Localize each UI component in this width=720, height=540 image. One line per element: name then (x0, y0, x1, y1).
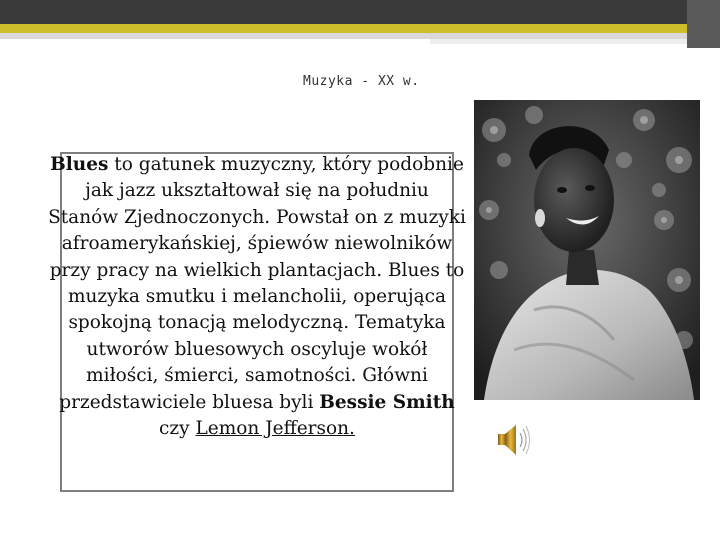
lemon-jefferson-link[interactable]: Lemon Jefferson. (195, 418, 355, 440)
header-bar-dark (0, 0, 720, 24)
header-bar-light (430, 39, 687, 44)
body-part-1: to gatunek muzyczny, który podobnie jak jazz ukształtował się na południu Stanów Zjednoczonych. Powstał on z muzyki afroamerykańskiej, śpiewów niewolników przy pracy na wielkich plantacjach. Blues to muzyka smutku i melancholii, operująca spokojną tonacją melodyczną. Tematyka utworów bluesowych oscyluje wokół miłości, śmierci, samotności. Główni przedstawiciele bluesa byli (48, 154, 466, 413)
header-bar-corner (687, 0, 720, 48)
portrait-photo (474, 100, 700, 400)
slide-title: Muzyka - XX w. (303, 74, 420, 89)
speaker-icon[interactable] (494, 420, 534, 460)
header-bar-yellow (0, 24, 687, 33)
blues-term: Blues (50, 154, 109, 175)
body-connector: czy (159, 418, 196, 440)
bessie-smith-name: Bessie Smith (319, 391, 455, 413)
slide-body-text (48, 152, 466, 442)
